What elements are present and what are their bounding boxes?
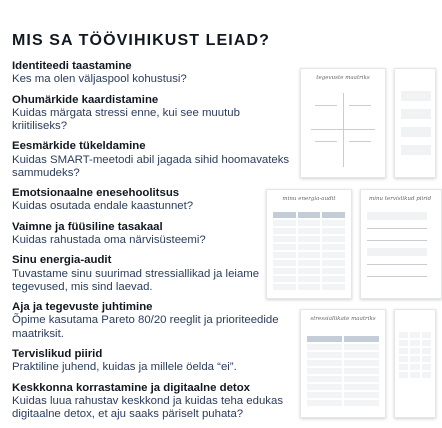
energy-audit-preview: [266, 189, 352, 299]
item-description: Tuvastame sinu suurimad stressiallikad ja leiame tegevused, mis sind laevad.: [12, 267, 260, 293]
preview-box: [401, 127, 431, 137]
calendar-page-preview: [394, 309, 436, 418]
preview-box: [401, 91, 431, 101]
sheet-title: minu energia-audit: [282, 196, 336, 202]
item-description: Kuidas SMART-meetodi abil jagada sihid hoomavateks sammudeks?: [12, 153, 290, 179]
item-description: Õpime kasutama Pareto 80/20 reeglit ja prioriteedide maatriksit.: [12, 314, 279, 340]
stress-sources-preview: [300, 309, 386, 418]
workbook-page-preview: [394, 68, 436, 178]
matrix-label-line: [315, 105, 337, 106]
item-description: Kuidas luua rahustav keskkond ja kuidas teha edukas digitaalne detox, et aju saaks päriselt puhata?: [12, 394, 284, 420]
stress-table: [307, 336, 379, 406]
item-heading: Keskkonna korrastamine ja digitaalne detox: [12, 381, 251, 394]
list-item: [12, 140, 290, 180]
item-heading: Vaimne ja füüsiline tasakaal: [12, 220, 163, 233]
list-item: [12, 94, 290, 134]
preview-line: [367, 240, 427, 241]
priority-matrix-preview: [300, 68, 386, 178]
item-heading: Emotsionaalne enesehoolitsus: [12, 187, 180, 200]
sheet-title: tegevuste maatriks: [316, 75, 370, 81]
matrix-label-line: [349, 105, 371, 106]
item-description: Kuidas märgata stressi enne, kui see muutub kriitiliseks?: [12, 106, 240, 132]
list-item: [12, 187, 290, 213]
preview-line: [367, 228, 427, 229]
boundaries-preview: [360, 189, 442, 299]
page-title: MIS SA TÖÖVIHIKUST LEIAD?: [12, 32, 271, 49]
item-heading: Sinu energia-audit: [12, 254, 112, 267]
item-description: Kes ma olen väljaspool kohustusi?: [12, 73, 187, 86]
preview-box: [401, 109, 431, 119]
matrix-label-line: [315, 141, 337, 142]
matrix-axis-vertical: [343, 93, 344, 167]
item-heading: Identiteedi taastamine: [12, 60, 132, 72]
item-description: Praktiline juhend, kuidas ja millele öelda “ei”.: [12, 361, 237, 374]
preview-line: [367, 276, 427, 277]
list-item: [12, 301, 290, 341]
item-heading: Tervislikud piirid: [12, 347, 103, 360]
preview-box: [401, 145, 431, 155]
list-item: [12, 221, 290, 247]
sheet-title: minu tervislikud piirid: [369, 196, 432, 202]
list-item: [12, 382, 290, 422]
matrix-label-line: [349, 141, 371, 142]
calendar-grid: [399, 332, 431, 378]
energy-table: [273, 212, 345, 290]
matrix-axis-horizontal: [311, 129, 375, 130]
item-heading: Ohumärkide kaardistamine: [12, 93, 159, 106]
item-heading: Aja ja tegevuste juhtimine: [12, 301, 153, 314]
preview-box: [367, 248, 427, 256]
item-heading: Eesmärkide tükeldamine: [12, 140, 146, 153]
item-description: Kuidas osutada endale kaastunnet?: [12, 200, 194, 213]
list-item: [12, 348, 290, 374]
list-item: [12, 254, 290, 294]
sheet-title: stressiallikate maatriks: [310, 316, 376, 322]
list-item: [12, 60, 290, 86]
item-description: Kuidas rahustada oma närvisüsteemi?: [12, 233, 206, 246]
preview-box: [367, 212, 427, 220]
preview-line: [367, 264, 427, 265]
feature-list: [12, 60, 290, 428]
